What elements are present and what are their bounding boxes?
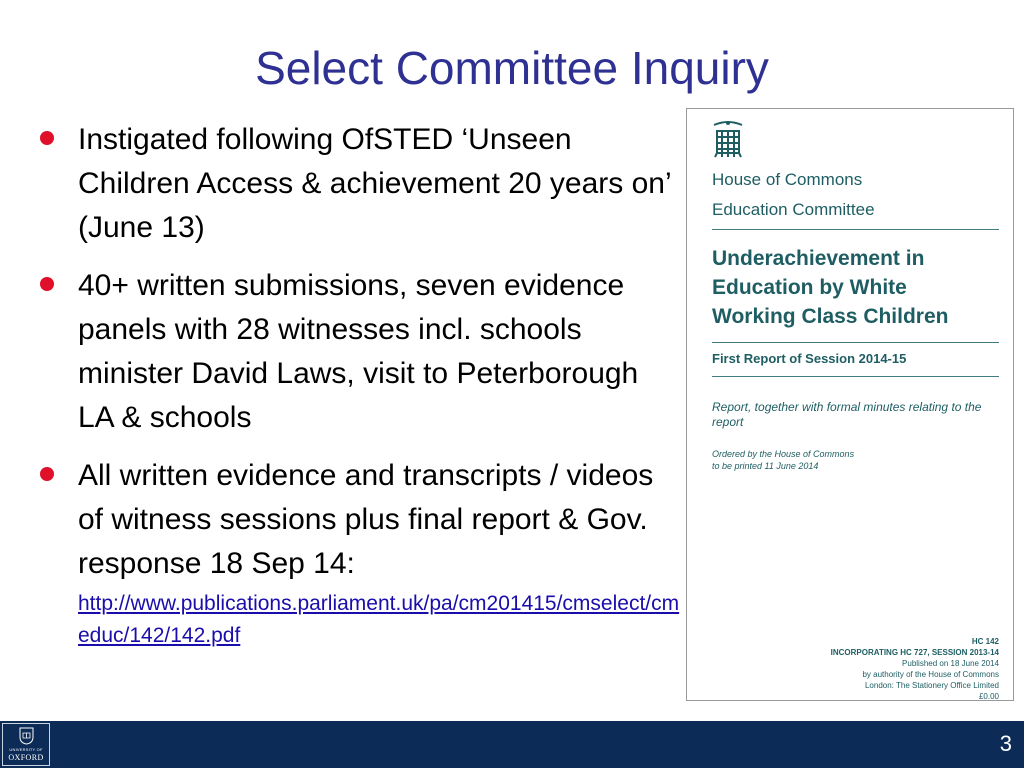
report-link[interactable]: http://www.publications.parliament.uk/pa/cm201415/cmselect/cmeduc/142/142.pdf bbox=[78, 592, 680, 647]
cover-title-line: Underachievement in bbox=[712, 247, 925, 270]
cover-hc-number: HC 142 bbox=[971, 637, 999, 646]
cover-divider bbox=[712, 376, 999, 377]
cover-divider bbox=[712, 342, 999, 343]
oxford-logo bbox=[2, 723, 50, 766]
bullet-content bbox=[78, 454, 680, 652]
report-cover-image bbox=[686, 108, 1014, 701]
bullet-text: 40+ written submissions, seven evidence panels with 28 witnesses incl. schools minister David Laws, visit to Peterborough LA & schools bbox=[78, 269, 639, 434]
cover-incorporating: INCORPORATING HC 727, SESSION 2013-14 bbox=[830, 648, 999, 657]
cover-title-line: Working Class Children bbox=[712, 305, 949, 328]
bullet-list bbox=[40, 118, 680, 666]
cover-published: Published on 18 June 2014 bbox=[902, 659, 999, 668]
bullet-dot-icon bbox=[40, 131, 54, 145]
bullet-item bbox=[40, 118, 680, 250]
cover-authority: by authority of the House of Commons bbox=[862, 670, 999, 679]
cover-divider bbox=[712, 229, 999, 230]
page-number: 3 bbox=[999, 731, 1012, 756]
bullet-item bbox=[40, 264, 680, 440]
bullet-item bbox=[40, 454, 680, 652]
cover-org-house: House of Commons bbox=[712, 170, 863, 189]
cover-ordered-line: Ordered by the House of Commons bbox=[712, 449, 855, 459]
cover-organization bbox=[712, 165, 875, 225]
bullet-text: All written evidence and transcripts / videos of witness sessions plus final report & Gov. response 18 Sep 14: bbox=[78, 459, 654, 580]
bullet-dot-icon bbox=[40, 467, 54, 481]
cover-publisher: London: The Stationery Office Limited bbox=[864, 681, 999, 690]
cover-title-line: Education by White bbox=[712, 276, 907, 299]
cover-price: £0.00 bbox=[978, 692, 999, 701]
cover-session: First Report of Session 2014-15 bbox=[712, 351, 907, 366]
portcullis-icon bbox=[711, 119, 745, 159]
bullet-dot-icon bbox=[40, 277, 54, 291]
oxford-logo-university: UNIVERSITY OF bbox=[9, 747, 43, 752]
slide-title: Select Committee Inquiry bbox=[255, 42, 769, 94]
cover-ordered bbox=[712, 448, 1002, 472]
footer-bar bbox=[0, 721, 1024, 768]
cover-ordered-line: to be printed 11 June 2014 bbox=[712, 461, 819, 471]
cover-org-committee: Education Committee bbox=[712, 200, 875, 219]
bullet-text: Instigated following OfSTED ‘Unseen Children Access & achievement 20 years on’ (June 13) bbox=[78, 123, 671, 244]
cover-subtitle: Report, together with formal minutes relating to the report bbox=[712, 400, 982, 429]
cover-publication-details bbox=[831, 636, 999, 702]
cover-title bbox=[712, 244, 949, 331]
oxford-crest-icon bbox=[19, 727, 34, 745]
oxford-logo-name: OXFORD bbox=[8, 753, 44, 762]
